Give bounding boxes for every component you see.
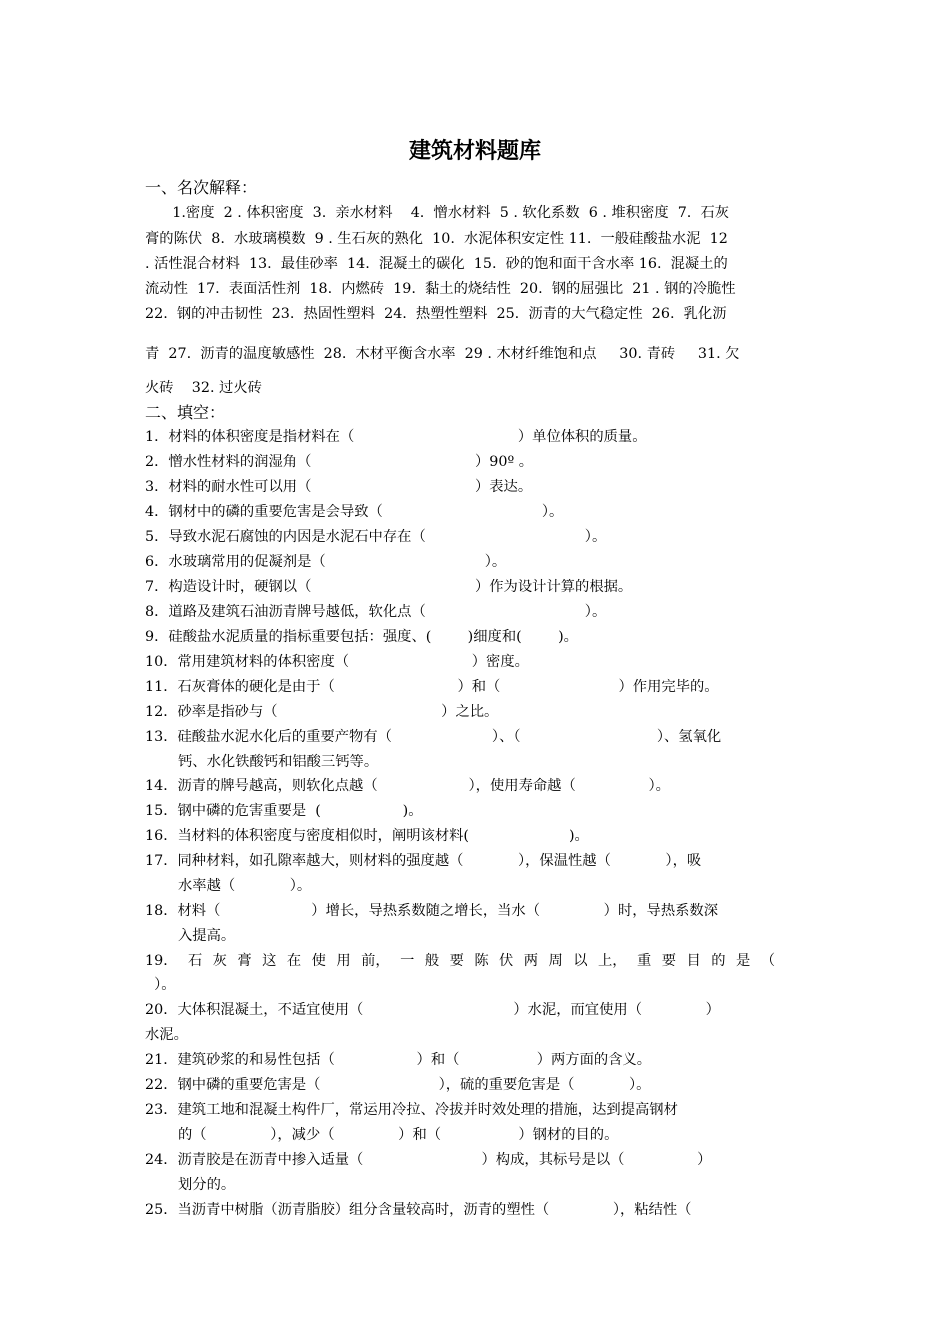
question-19-word: 以: [573, 953, 588, 969]
question-13: 13．硅酸盐水泥水化后的重要产物有（ ）、（ ）、氢氧化: [145, 729, 722, 745]
question-19-continued: ）。: [145, 977, 176, 993]
question-2: 2．憎水性材料的润湿角（ ）90º 。: [145, 454, 534, 470]
term-line-2: 膏的陈伏 8. 水玻璃模数 9 . 生石灰的熟化 10. 水泥体积安定性 11. 一般硅酸盐水泥 12: [145, 231, 728, 247]
question-19-word: 般: [424, 953, 440, 969]
question-19-word: 伏: [499, 953, 514, 969]
question-8: 8．道路及建筑石油沥青牌号越低，软化点（ ）。: [145, 604, 607, 620]
question-19-word: 灰: [212, 953, 227, 969]
question-21: 21．建筑砂浆的和易性包括（ ）和（ ）两方面的含义。: [145, 1052, 652, 1068]
section-heading-definitions: 一、名次解释：: [145, 178, 258, 197]
question-25: 25．当沥青中树脂（沥青脂胶）组分含量较高时，沥青的塑性（ ），粘结性（: [145, 1202, 692, 1218]
term-line-4: 流动性 17. 表面活性剂 18. 内燃砖 19. 黏土的烧结性 20. 钢的屈强比 21 . 钢的冷脆性: [145, 281, 736, 297]
question-19: [145, 951, 775, 971]
term-line-1: 1.密度 2 . 体积密度 3. 亲水材料 4. 憎水材料 5 . 软化系数 6 . 堆积密度 7. 石灰: [145, 205, 730, 221]
question-19-word: 在: [286, 953, 302, 969]
question-9: 9．硅酸盐水泥质量的指标重要包括：强度、( )细度和( )。: [145, 629, 578, 645]
question-3: 3．材料的耐水性可以用（ ）表达。: [145, 479, 533, 495]
question-19-word: 19．: [145, 953, 178, 969]
question-19-word: 两: [523, 953, 539, 969]
question-20-continued: 水泥。: [145, 1027, 188, 1043]
term-line-3: . 活性混合材料 13. 最佳砂率 14. 混凝土的碳化 15. 砂的饱和面干含水率 16. 混凝土的: [145, 256, 728, 272]
question-5: 5．导致水泥石腐蚀的内因是水泥石中存在（ ）。: [145, 529, 607, 545]
question-18: 18．材料（ ）增长，导热系数随之增长，当水（ ）时，导热系数深: [145, 903, 719, 919]
question-19-word: （: [760, 953, 775, 969]
question-16: 16．当材料的体积密度与密度相似时，阐明该材料( )。: [145, 828, 589, 844]
term-line-5: 22. 钢的冲击韧性 23. 热固性塑料 24. 热塑性塑料 25. 沥青的大气稳定性 26. 乳化沥: [145, 306, 727, 322]
question-19-word: 陈: [474, 953, 489, 969]
question-24-continued: 划分的。: [178, 1177, 236, 1193]
question-19-word: 上，: [597, 953, 627, 969]
question-24: 24．沥青胶是在沥青中掺入适量（ ）构成，其标号是以（ ）: [145, 1152, 712, 1168]
question-23: 23．建筑工地和混凝土构件厂，常运用冷拉、冷拔并时效处理的措施，达到提高钢材: [145, 1102, 678, 1118]
question-12: 12．砂率是指砂与（ ）之比。: [145, 704, 499, 720]
question-22: 22．钢中磷的重要危害是（ ），硫的重要危害是（ ）。: [145, 1077, 651, 1093]
question-4: 4．钢材中的磷的重要危害是会导致（ ）。: [145, 504, 564, 520]
question-19-word: 是: [735, 953, 751, 969]
question-19-word: 重: [637, 953, 652, 969]
question-19-word: 要: [661, 953, 677, 969]
question-19-word: 一: [400, 953, 415, 969]
term-line-7: 火砖 32. 过火砖: [145, 380, 262, 396]
section-heading-fill-in: 二、填空：: [145, 403, 226, 422]
question-14: 14．沥青的牌号越高，则软化点越（ ），使用寿命越（ ）。: [145, 778, 670, 794]
question-15: 15．钢中磷的危害重要是 ( )。: [145, 803, 423, 819]
question-17: 17．同种材料，如孔隙率越大，则材料的强度越（ ），保温性越（ ），吸: [145, 853, 702, 869]
term-line-6: 青 27. 沥青的温度敏感性 28. 木材平衡含水率 29 . 木材纤维饱和点 30. 青砖 31. 欠: [145, 346, 740, 362]
page-title: 建筑材料题库: [408, 139, 541, 164]
question-19-word: 石: [187, 953, 203, 969]
question-17-continued: 水率越（ ）。: [178, 878, 312, 894]
question-20: 20．大体积混凝土，不适宜使用（ ）水泥，而宜使用（ ）: [145, 1002, 720, 1018]
question-19-word: 的: [711, 953, 726, 969]
question-10: 10．常用建筑材料的体积密度（ ）密度。: [145, 654, 529, 670]
question-13-continued: 钙、水化铁酸钙和铝酸三钙等。: [178, 754, 379, 770]
question-19-word: 膏: [237, 953, 252, 969]
question-7: 7．构造设计时，硬钢以（ ）作为设计计算的根据。: [145, 579, 633, 595]
question-19-word: 周: [548, 953, 563, 969]
question-19-word: 前，: [361, 953, 390, 969]
question-19-word: 这: [262, 953, 277, 969]
question-11: 11．石灰膏体的硬化是由于（ ）和（ ）作用完毕的。: [145, 679, 719, 695]
question-18-continued: 入提高。: [178, 928, 236, 944]
question-19-word: 用: [336, 953, 351, 969]
question-23-continued: 的（ ），减少（ ）和（ ）钢材的目的。: [178, 1127, 619, 1143]
question-19-word: 目: [686, 953, 701, 969]
question-6: 6．水玻璃常用的促凝剂是（ ）。: [145, 554, 507, 570]
question-19-word: 要: [449, 953, 464, 969]
question-19-word: 使: [311, 953, 326, 969]
question-1: 1．材料的体积密度是指材料在（ ）单位体积的质量。: [145, 429, 647, 445]
